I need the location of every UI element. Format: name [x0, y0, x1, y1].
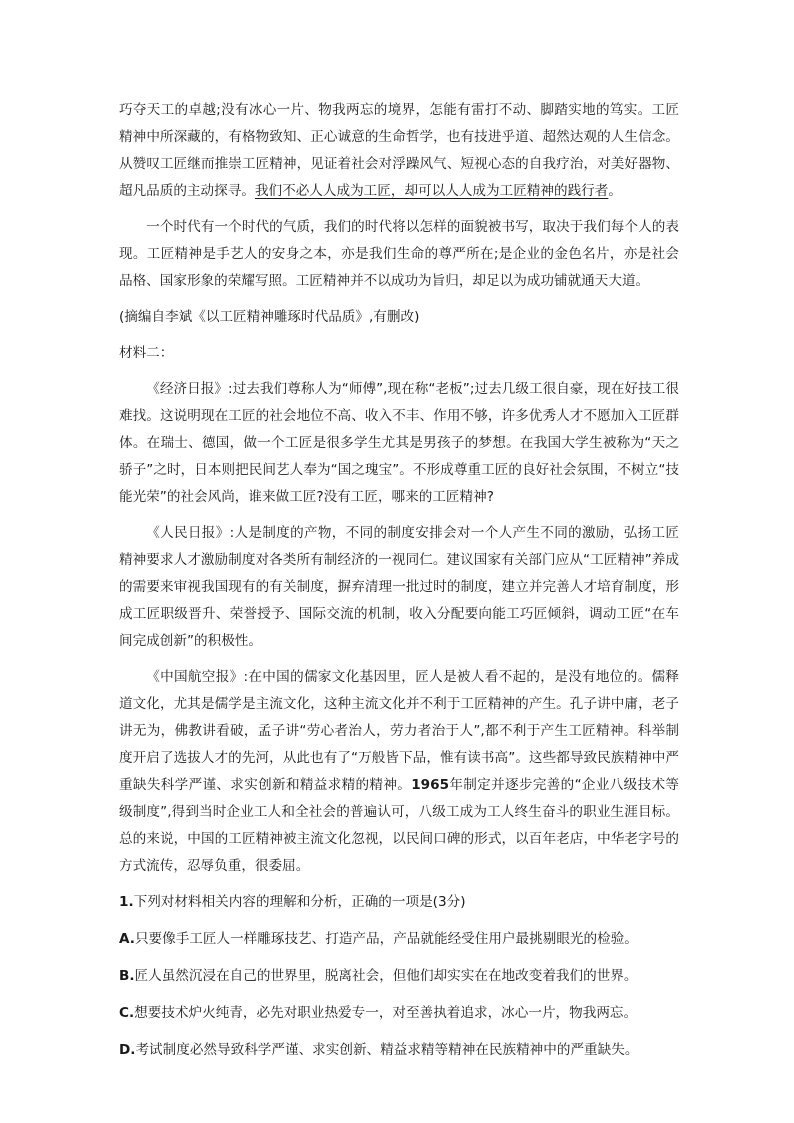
option-letter: D. [119, 1042, 136, 1058]
material-two-label: 材料二： [119, 345, 174, 361]
paragraph-end: 。 [608, 183, 622, 199]
material-two-paragraph-aviation-news [119, 664, 679, 880]
option-a [119, 926, 679, 953]
option-text: 匠人虽然沉浸在自己的世界里，脱离社会，但他们却实实在在地改变着我们的世界。 [134, 968, 638, 984]
question-stem [119, 889, 679, 916]
option-b [119, 963, 679, 990]
option-c [119, 1000, 679, 1027]
document-page [119, 97, 679, 1074]
option-text: 只要像手工匠人一样雕琢技艺、打造产品，产品就能经受住用户最挑剔眼光的检验。 [134, 931, 638, 947]
option-d [119, 1037, 679, 1064]
material-two-paragraph-economic-daily: 《经济日报》:过去我们尊称人为“师傅”,现在称“老板”;过去几级工很自豪，现在好技工很难找。这说明现在工匠的社会地位不高、收入不丰、作用不够，许多优秀人才不愿加入工匠群体。在瑞士、德国，做一个工匠是很多学生尤其是男孩子的梦想。在我国大学生被称为“天之骄子”之时，日本则把民间艺人奉为“国之瑰宝”。不形成尊重工匠的良好社会氛围，不树立“技能光荣”的社会风尚，谁来做工匠?没有工匠，哪来的工匠精神? [119, 381, 679, 505]
option-letter: B. [119, 968, 135, 984]
paragraph-text: 《中国航空报》:在中国的儒家文化基因里，匠人是被人看不起的，是没有地位的。儒释道文化，尤其是儒学是主流文化，这种主流文化并不利于工匠精神的产生。孔子讲中庸，老子讲无为，佛教讲看破，孟子讲“劳心者治人，劳力者治于人”,都不利于产生工匠精神。科举制度开启了选拔人才的先河，从此也有了“万般皆下品，惟有读书高”。这些都导致民族精神中严重缺失科学严谨、求实创新和精益求精的精神。 [119, 669, 679, 793]
underlined-key-sentence: 我们不必人人成为工匠，却可以人人成为工匠精神的践行者 [254, 183, 609, 199]
year-number: 1965 [411, 777, 450, 793]
question-number: 1. [119, 894, 134, 910]
paragraph-text-continued: 年制定并逐步完善的“企业八级技术等级制度”,得到当时企业工人和全社会的普遍认可，八级工成为工人终生奋斗的职业生涯目标。总的来说，中国的工匠精神被主流文化忽视，以民间口碑的形式，以百年老店，中华老字号的方式流传，忍辱负重，很委屈。 [119, 777, 680, 874]
paragraph-text: 巧夺天工的卓越;没有冰心一片、物我两忘的境界，怎能有雷打不动、脚踏实地的笃实。工匠精神中所深藏的，有格物致知、正心诚意的生命哲学，也有技进乎道、超然达观的人生信念。从赞叹工匠继而推崇工匠精神，见证着社会对浮躁风气、短视心态的自我疗治，对美好器物、超凡品质的主动探寻。 [119, 102, 679, 199]
source-citation: (摘编自李斌《以工匠精神雕琢时代品质》,有删改) [119, 309, 420, 325]
question-text: 下列对材料相关内容的理解和分析，正确的一项是(3分) [133, 894, 466, 910]
option-letter: C. [119, 1005, 135, 1021]
material-one-paragraph-1 [119, 97, 679, 205]
material-two-paragraph-peoples-daily: 《人民日报》:人是制度的产物，不同的制度安排会对一个人产生不同的激励，弘扬工匠精神要求人才激励制度对各类所有制经济的一视同仁。建议国家有关部门应从“工匠精神”养成的需要来审视我国现有的有关制度，摒弃清理一批过时的制度，建立并完善人才培育制度，形成工匠职级晋升、荣誉授予、国际交流的机制，收入分配要向能工巧匠倾斜，调动工匠“在车间完成创新”的积极性。 [119, 525, 679, 649]
option-text: 想要技术炉火纯青，必先对职业热爱专一，对至善执着追求，冰心一片，物我两忘。 [134, 1005, 638, 1021]
option-letter: A. [119, 931, 135, 947]
material-one-paragraph-2: 一个时代有一个时代的气质，我们的时代将以怎样的面貌被书写，取决于我们每个人的表现。工匠精神是手艺人的安身之本，亦是我们生命的尊严所在;是企业的金色名片，亦是社会品格、国家形象的荣耀写照。工匠精神并不以成功为旨归，却足以为成功铺就通天大道。 [119, 219, 679, 289]
option-text: 考试制度必然导致科学严谨、求实创新、精益求精等精神在民族精神中的严重缺失。 [135, 1042, 639, 1058]
